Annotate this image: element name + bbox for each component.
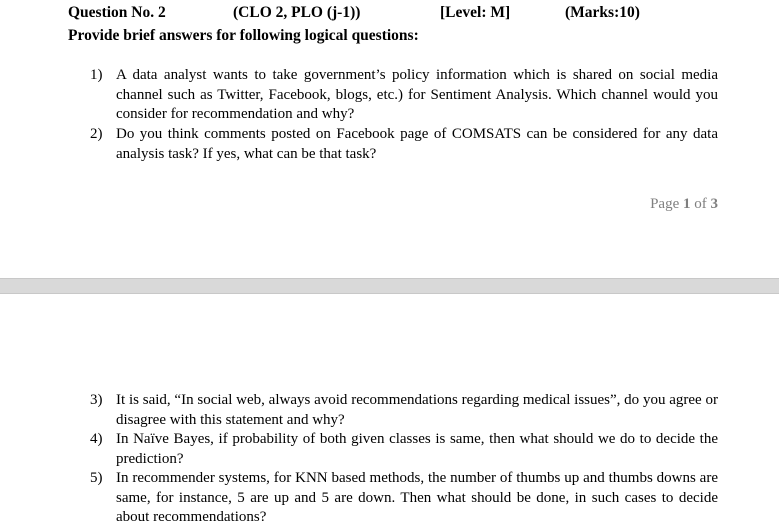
total-pages: 3 (710, 196, 718, 212)
marks-label: (Marks:10) (565, 4, 640, 21)
question-item-number: 2) (90, 126, 103, 142)
question-item-text: In Naïve Bayes, if probability of both given classes is same, then what should we do to decide the prediction? (116, 431, 718, 467)
page-number (650, 196, 718, 213)
question-item-text: Do you think comments posted on Facebook page of COMSATS can be considered for any data analysis task? If yes, what can be that task? (116, 126, 718, 162)
question-number: Question No. 2 (68, 4, 166, 21)
level-label: [Level: M] (440, 4, 511, 21)
question-item-text: It is said, “In social web, always avoid recommendations regarding medical issues”, do you agree or disagree with this statement and why? (116, 392, 718, 428)
page-separator (0, 278, 779, 294)
page-word: Page (650, 196, 680, 212)
question-item-number: 3) (90, 392, 103, 408)
question-item-number: 5) (90, 470, 103, 486)
current-page: 1 (683, 196, 691, 212)
clo-plo-label: (CLO 2, PLO (j-1)) (233, 4, 361, 21)
of-word: of (694, 196, 707, 212)
document-page-2 (0, 294, 779, 530)
question-item-text: In recommender systems, for KNN based methods, the number of thumbs up and thumbs downs are same, for instance, 5 are up and 5 are down. Then what should be done, in such cases to decide about recommendations? (116, 470, 718, 525)
question-item-text: A data analyst wants to take government’s policy information which is shared on social media channel such as Twitter, Facebook, blogs, etc.) for Sentiment Analysis. Which channel would you consider for recommendation and why? (116, 67, 718, 122)
question-item-number: 4) (90, 431, 103, 447)
question-item-number: 1) (90, 67, 103, 83)
instructions-heading: Provide brief answers for following logical questions: (68, 27, 419, 44)
